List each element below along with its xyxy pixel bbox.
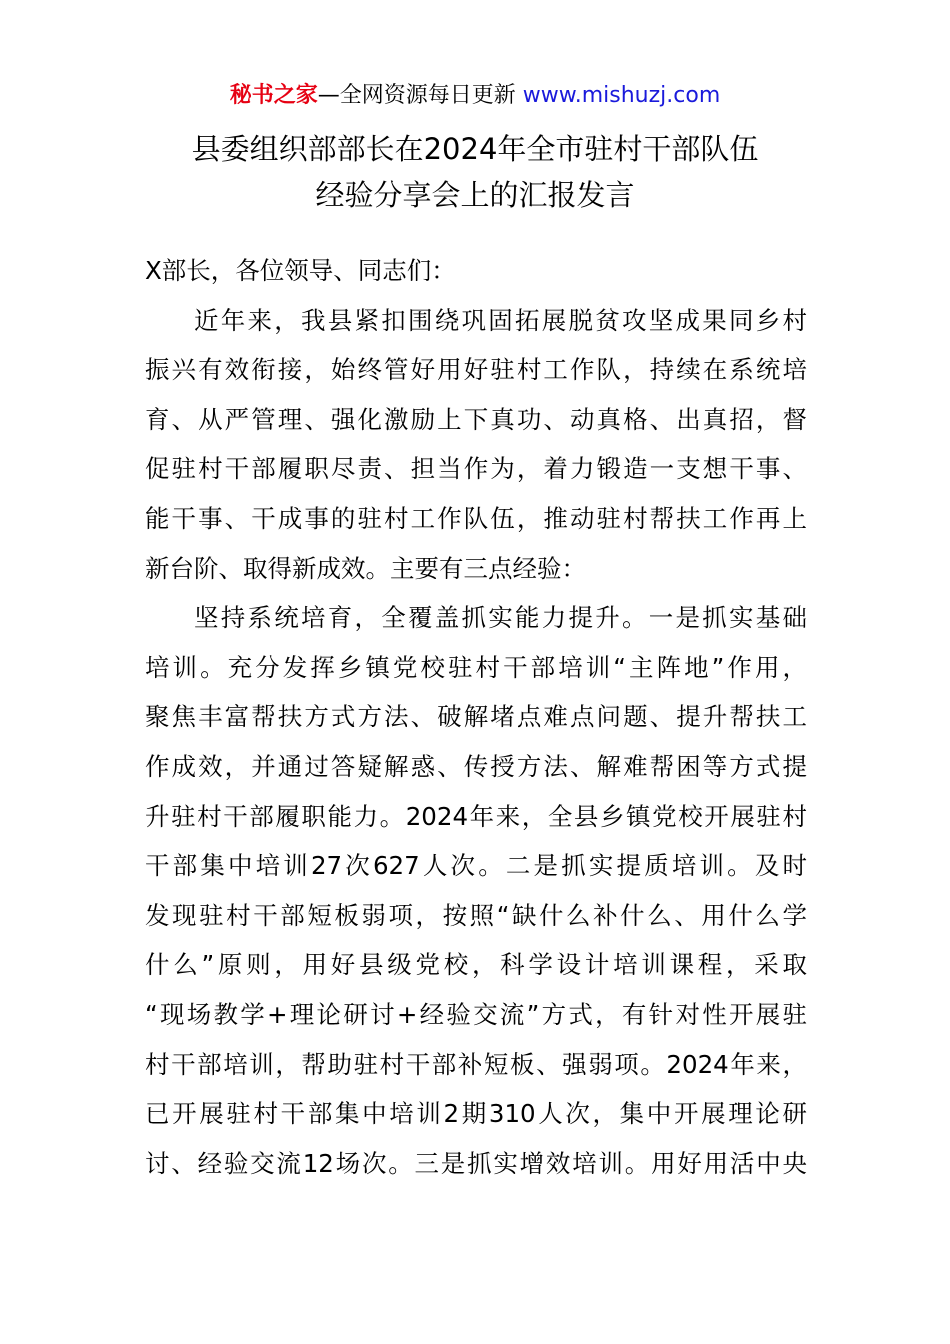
body-line: 近年来，我县紧扣围绕巩固拓展脱贫攻坚成果同乡村 [194,305,807,335]
body-line: 聚焦丰富帮扶方式方法、破解堵点难点问题、提升帮扶工 [145,702,807,732]
body-line: 振兴有效衔接，始终管好用好驻村工作队，持续在系统培 [145,355,807,385]
body-line: 能干事、干成事的驻村工作队伍，推动驻村帮扶工作再上 [145,503,807,533]
site-url-link[interactable]: www.mishuzj.com [522,83,721,108]
body-line: 培训。充分发挥乡镇党校驻村干部培训“主阵地”作用， [145,652,807,682]
body-line: 村干部培训，帮助驻村干部补短板、强弱项。2024年来， [145,1049,807,1079]
document-body [145,246,807,1188]
body-line: 已开展驻村干部集中培训2期310人次，集中开展理论研 [145,1099,807,1129]
body-line: “现场教学+理论研讨+经验交流”方式，有针对性开展驻 [145,999,807,1029]
body-line: 什么”原则，用好县级党校，科学设计培训课程，采取 [145,950,807,980]
body-line: 坚持系统培育，全覆盖抓实能力提升。一是抓实基础 [194,603,807,633]
body-line: 发现驻村干部短板弱项，按照“缺什么补什么、用什么学 [145,900,807,930]
body-line: 干部集中培训27次627人次。二是抓实提质培训。及时 [145,851,807,881]
title-line-2: 经验分享会上的汇报发言 [315,178,635,212]
body-line: 新台阶、取得新成效。主要有三点经验： [145,553,586,583]
title-line-1: 县委组织部部长在2024年全市驻村干部队伍 [191,132,759,166]
salutation: X部长，各位领导、同志们： [145,256,456,285]
site-tagline: —全网资源每日更新 [317,83,523,108]
site-brand: 秘书之家 [229,83,318,108]
body-line: 育、从严管理、强化激励上下真功、动真格、出真招，督 [145,404,807,434]
document-title [0,126,950,218]
site-header [0,80,950,112]
body-line: 讨、经验交流12场次。三是抓实增效培训。用好用活中央 [145,1148,807,1178]
body-line: 促驻村干部履职尽责、担当作为，着力锻造一支想干事、 [145,454,807,484]
body-line: 升驻村干部履职能力。2024年来，全县乡镇党校开展驻村 [145,801,807,831]
body-line: 作成效，并通过答疑解惑、传授方法、解难帮困等方式提 [145,751,807,781]
